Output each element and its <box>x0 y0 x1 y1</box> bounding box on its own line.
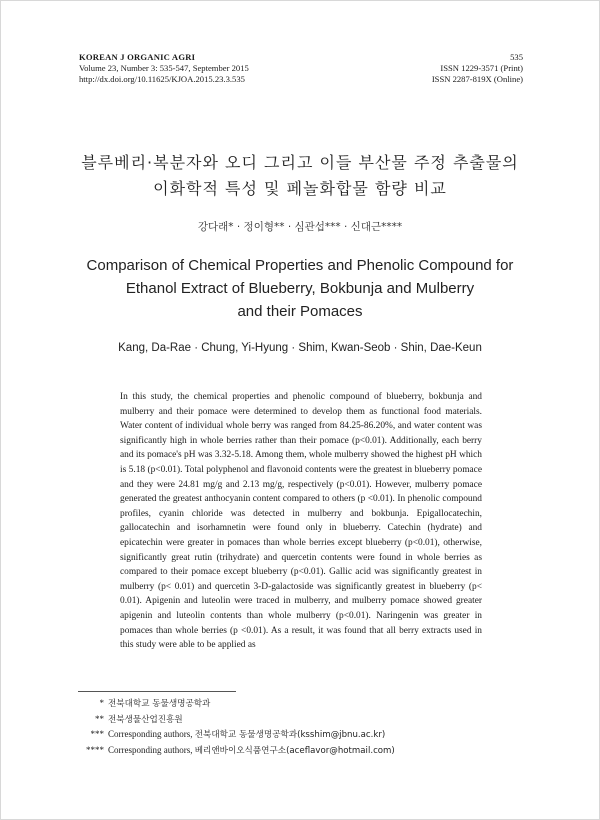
footnote-1 <box>78 696 538 712</box>
footnote-prefix: Corresponding authors, <box>108 729 195 739</box>
issn-online: ISSN 2287-819X (Online) <box>431 74 523 84</box>
footnotes <box>78 696 538 758</box>
korean-title-line-2: 이화학적 특성 및 페놀화합물 함량 비교 <box>153 179 447 198</box>
footnote-affiliation: 전북대학교 동물생명공학과 <box>108 699 211 709</box>
footnote-divider <box>78 691 236 692</box>
footnote-prefix: Corresponding authors, <box>108 744 195 755</box>
journal-name: KOREAN J ORGANIC AGRI <box>79 52 196 62</box>
footnote-mark: ** <box>95 713 104 724</box>
footnote-4 <box>78 743 538 759</box>
doi-link[interactable]: http://dx.doi.org/10.11625/KJOA.2015.23.3.535 <box>79 74 245 84</box>
korean-title-line-1: 블루베리·복분자와 오디 그리고 이들 부산물 주정 추출물의 <box>81 153 519 172</box>
footnote-mark: *** <box>90 729 104 739</box>
footnote-3 <box>78 727 538 743</box>
footnote-mark: * <box>99 698 104 708</box>
footnote-affiliation: 베리앤바이오식품연구소(aceflavor@hotmail.com) <box>194 745 395 756</box>
volume-info: Volume 23, Number 3: 535-547, September 2015 <box>79 63 249 73</box>
english-authors: Kang, Da-Rae · Chung, Yi-Hyung · Shim, Kwan-Seob · Shin, Dae-Keun <box>118 342 482 354</box>
abstract-text: In this study, the chemical properties and phenolic compound of blueberry, bokbunja and mulberry and their pomace were determined to develop them as functional food materials. Water content of individual whole berry was ranged from 84.25-86.20%, and water content was significantly high in whole berries rather than their pomace (p<0.01). Additionally, each berry and its pomace's pH was 3.32-5.18. Among them, whole mulberry showed the highest pH which is 5.18 (p<0.01). Total polyphenol and flavonoid contents were the greatest in blueberry pomace and they were 24.81 mg/g and 2.13 mg/g, respectively (p<0.01). However, mulberry pomace generated the greatest anthocyanin content compared to others (p <0.01). In phenolic compound profiles, cyanin chloride was detected in mulberry and bokbunja. Epigallocatechin, gallocatechin and isorhamnetin were found only in blueberry. Catechin (hydrate) and epicatechin were greater in pomaces than whole berries except blueberry (p<0.01), otherwise, significantly great rutin (trihydrate) and quercetin contents were found in whole berries as compared to their pomace except blueberry (p<0.01). Gallic acid was significantly greatest in mulberry (p< 0.01) and quercetin 3-D-galactoside was significantly greatest in blueberry (p< 0.01). Apigenin and luteolin were traced in mulberry, and mulberry pomace showed greater apigenin and luteolin contents than whole mulberry (p<0.01). Naringenin was greater in pomaces than whole berries (p <0.01). As a result, it was found that all berry extracts used in this study were able to be applied as <box>120 392 482 651</box>
issn-print: ISSN 1229-3571 (Print) <box>440 63 523 73</box>
header-left <box>79 52 359 85</box>
footnote-affiliation: 전북대학교 동물생명공학과(ksshim@jbnu.ac.kr) <box>194 730 386 740</box>
footnote-2 <box>78 712 538 728</box>
footnote-affiliation: 전북생물산업진흥원 <box>108 714 183 725</box>
english-title-line-3: and their Pomaces <box>237 303 363 320</box>
english-title-line-1: Comparison of Chemical Properties and Phenolic Compound for <box>86 257 514 274</box>
footnote-mark: **** <box>86 744 104 755</box>
english-title-line-2: Ethanol Extract of Blueberry, Bokbunja and Mulberry <box>125 280 475 297</box>
header-right <box>373 52 523 85</box>
korean-authors: 강다래* · 정이형** · 심관섭*** · 신대근**** <box>197 221 403 233</box>
page-number: 535 <box>510 52 523 62</box>
